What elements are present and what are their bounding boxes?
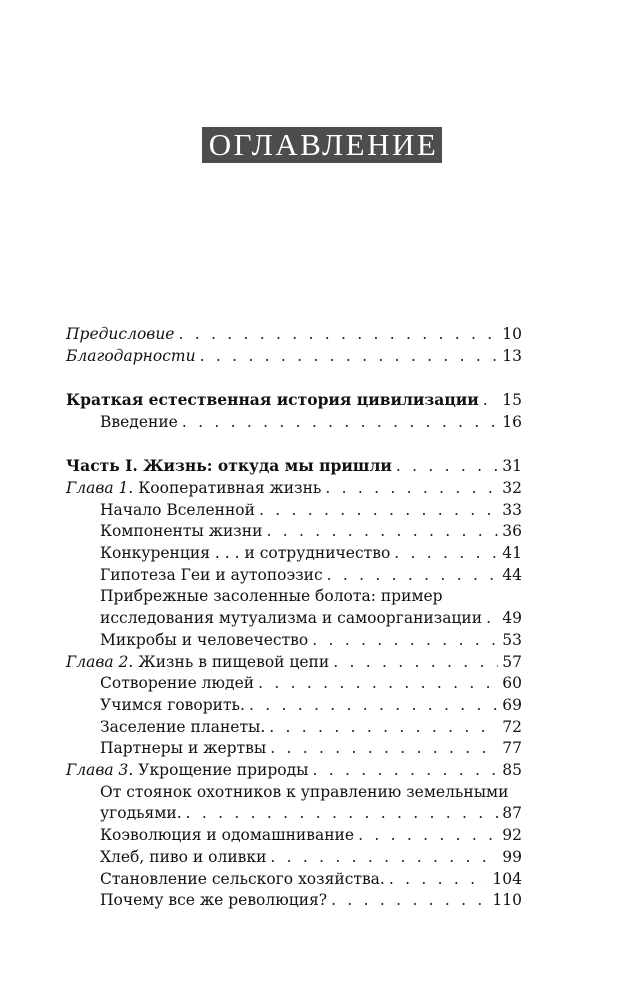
dot-leader bbox=[270, 738, 498, 760]
chapter-title: Кооперативная жизнь bbox=[138, 478, 322, 497]
toc-entry-chapter-1[interactable] bbox=[66, 478, 522, 500]
toc-entry-label: Хлеб, пиво и оливки bbox=[100, 847, 267, 866]
dot-leader bbox=[396, 456, 498, 478]
toc-page-number: 57 bbox=[502, 652, 522, 671]
toc-entry-label: Компоненты жизни bbox=[100, 522, 263, 541]
dot-leader bbox=[331, 890, 488, 912]
chapter-prefix: Глава 3. bbox=[66, 761, 134, 780]
dot-leader bbox=[327, 565, 499, 587]
toc-page-number: 10 bbox=[502, 325, 522, 343]
toc-entry-section[interactable] bbox=[66, 738, 522, 760]
toc-page-number: 99 bbox=[502, 847, 522, 866]
toc-entry-label: Конкуренция . . . и сотрудничество bbox=[100, 544, 391, 562]
dot-leader bbox=[178, 324, 498, 346]
dot-leader bbox=[200, 346, 499, 368]
toc-entry-section[interactable] bbox=[66, 630, 522, 652]
toc-entry-label: Сотворение людей bbox=[100, 674, 255, 693]
toc-entry-preface[interactable] bbox=[66, 324, 522, 346]
toc-entry-label-line2: угодьями. bbox=[100, 804, 182, 823]
toc-entry-label: Партнеры и жертвы bbox=[100, 739, 267, 758]
dot-leader bbox=[358, 825, 498, 847]
toc-entry-label-line2: исследования мутуализма и самоорганизации bbox=[100, 609, 483, 628]
toc-entry-history[interactable] bbox=[66, 389, 522, 412]
toc-entry-section[interactable] bbox=[66, 565, 522, 587]
toc-entry-section[interactable] bbox=[66, 673, 522, 695]
chapter-title: Укрощение природы bbox=[138, 761, 309, 780]
toc-page-number: 60 bbox=[502, 674, 522, 693]
toc-entry-label: Предисловие bbox=[66, 325, 175, 343]
toc-page-number: 44 bbox=[502, 565, 522, 584]
toc-page-number: 33 bbox=[502, 500, 522, 519]
toc-entry-section[interactable] bbox=[66, 825, 522, 847]
toc-page-number: 72 bbox=[502, 717, 522, 736]
dot-leader bbox=[269, 717, 498, 739]
toc-page-number: 85 bbox=[502, 761, 522, 780]
chapter-prefix: Глава 2. bbox=[66, 652, 134, 671]
toc-entry-acknowledgements[interactable] bbox=[66, 346, 522, 368]
heading-wrapper bbox=[0, 127, 644, 163]
toc-page-number: 31 bbox=[502, 457, 522, 476]
toc-entry-section[interactable] bbox=[66, 608, 522, 630]
dot-leader bbox=[182, 412, 498, 434]
page-title: ОГЛАВЛЕНИЕ bbox=[202, 127, 443, 163]
toc-entry-label-line1[interactable]: Прибрежные засоленные болота: пример bbox=[100, 587, 443, 606]
toc-page-number: 32 bbox=[502, 478, 522, 497]
toc-entry-label: Микробы и человечество bbox=[100, 630, 309, 649]
toc-entry-section[interactable] bbox=[66, 521, 522, 543]
dot-leader bbox=[389, 869, 489, 891]
table-of-contents bbox=[66, 324, 522, 912]
toc-entry-section[interactable] bbox=[66, 543, 522, 565]
dot-leader bbox=[270, 847, 498, 869]
toc-page-number: 69 bbox=[502, 695, 522, 714]
toc-entry-label: Заселение планеты. bbox=[100, 717, 266, 736]
toc-page-number: 15 bbox=[502, 391, 522, 410]
dot-leader bbox=[483, 390, 499, 412]
toc-page-number: 13 bbox=[502, 346, 522, 365]
toc-entry-label: Краткая естественная история цивилизации bbox=[66, 390, 479, 410]
dot-leader bbox=[258, 673, 498, 695]
toc-entry-introduction[interactable] bbox=[66, 412, 522, 434]
toc-entry-label bbox=[66, 652, 329, 674]
dot-leader bbox=[259, 500, 498, 522]
toc-entry-section[interactable] bbox=[66, 847, 522, 869]
toc-entry-label: Коэволюция и одомашнивание bbox=[100, 826, 355, 845]
toc-entry-chapter-2[interactable] bbox=[66, 652, 522, 674]
toc-entry-section[interactable] bbox=[66, 717, 522, 739]
chapter-title: Жизнь в пищевой цепи bbox=[138, 652, 330, 671]
toc-page-number: 77 bbox=[502, 739, 522, 758]
toc-page-number: 110 bbox=[492, 891, 522, 910]
dot-leader bbox=[333, 652, 498, 674]
toc-entry-label: Благодарности bbox=[66, 346, 196, 365]
toc-entry-section[interactable] bbox=[66, 500, 522, 522]
toc-entry-label: Учимся говорить. bbox=[100, 695, 245, 714]
spacer bbox=[66, 367, 522, 389]
toc-entry-section[interactable] bbox=[66, 890, 522, 912]
toc-page-number: 92 bbox=[502, 826, 522, 845]
toc-entry-part-1[interactable] bbox=[66, 455, 522, 478]
dot-leader bbox=[486, 608, 498, 630]
toc-entry-label: Почему все же революция? bbox=[100, 891, 328, 910]
toc-page-number: 16 bbox=[502, 412, 522, 431]
dot-leader bbox=[394, 543, 498, 565]
toc-page-number: 36 bbox=[502, 522, 522, 541]
dot-leader bbox=[186, 803, 499, 825]
chapter-prefix: Глава 1. bbox=[66, 478, 134, 497]
toc-entry-label: Начало Вселенной bbox=[100, 500, 255, 519]
toc-entry-label: Становление сельского хозяйства. bbox=[100, 869, 385, 888]
toc-entry-label: Часть I. Жизнь: откуда мы пришли bbox=[66, 456, 392, 476]
toc-entry-label bbox=[66, 760, 309, 782]
toc-entry-section[interactable] bbox=[66, 869, 522, 891]
toc-page-number: 87 bbox=[502, 804, 522, 823]
dot-leader bbox=[313, 760, 499, 782]
toc-entry-chapter-3[interactable] bbox=[66, 760, 522, 782]
toc-entry-label: Введение bbox=[100, 412, 178, 431]
toc-entry-section[interactable] bbox=[66, 695, 522, 717]
toc-entry-section[interactable] bbox=[66, 803, 522, 825]
toc-page-number: 104 bbox=[492, 869, 522, 888]
spacer bbox=[66, 434, 522, 456]
toc-page-number: 49 bbox=[502, 609, 522, 628]
toc-page-number: 41 bbox=[502, 544, 522, 562]
toc-page-number: 53 bbox=[502, 630, 522, 649]
toc-entry-label: Гипотеза Геи и аутопоэзис bbox=[100, 565, 323, 584]
dot-leader bbox=[249, 695, 498, 717]
toc-entry-label-line1[interactable]: От стоянок охотников к управлению земельными bbox=[100, 782, 509, 801]
dot-leader bbox=[312, 630, 498, 652]
dot-leader bbox=[266, 521, 498, 543]
dot-leader bbox=[325, 478, 498, 500]
toc-entry-label bbox=[66, 478, 321, 500]
